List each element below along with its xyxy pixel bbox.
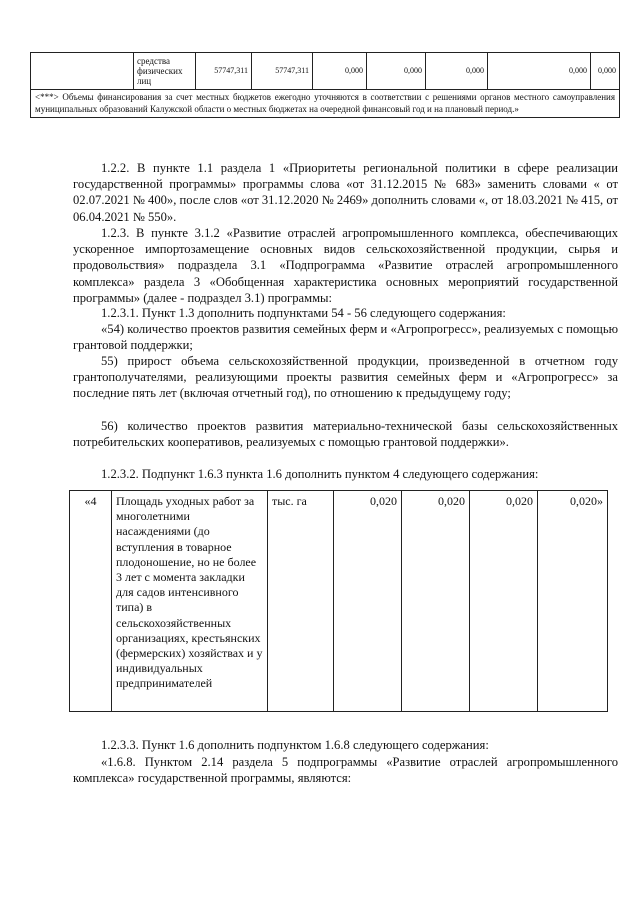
value-cell: 0,000 (591, 53, 620, 90)
value-cell: 0,020 (470, 491, 538, 712)
value-cell: 57747,311 (252, 53, 313, 90)
footnote: <***> Объемы финансирования за счет местных бюджетов ежегодно уточняются в соответствии с решениями органов местного самоуправления муниципальных образований Калужской области о местных бюджетах на очередной финансовый год и на плановый период.» (31, 90, 620, 118)
funding-source-label: средства физических лиц (134, 53, 196, 90)
value-cell: 0,020» (538, 491, 608, 712)
item-56: 56) количество проектов развития материально-технической базы сельскохозяйственных потребительских кооперативов, реализуемых с помощью грантовой поддержки». (73, 419, 618, 450)
indicator-description: Площадь уходных работ за многолетними насаждениями (до вступления в товарное плодоношение, но не более 3 лет с момента закладки для садов интенсивного типа) в сельскохозяйственных организациях, крестьянских (фермерских) хозяйствах и у индивидуальных предпринимателей (112, 491, 268, 712)
value-cell: 0,000 (488, 53, 591, 90)
paragraph-1-2-3-1: 1.2.3.1. Пункт 1.3 дополнить подпунктами 54 - 56 следующего содержания: (101, 306, 506, 320)
item-54: «54) количество проектов развития семейных ферм и «Агропрогресс», реализуемых с помощью грантовой поддержки; (73, 322, 618, 353)
value-cell: 57747,311 (196, 53, 252, 90)
value-cell: 0,020 (402, 491, 470, 712)
unit-cell: тыс. га (268, 491, 334, 712)
indicator-table (69, 490, 608, 712)
paragraph-1-2-3: 1.2.3. В пункте 3.1.2 «Развитие отраслей агропромышленного комплекса, обеспечивающих ускоренное импортозамещение основных видов сельскохозяйственной продукции, сырья и продовольствия» подраздела 3.1 «Подпрограмма «Развитие отраслей агропромышленного комплекса» раздела 3 «Обобщенная характеристика основных мероприятий государственной программы» (далее - подраздел 3.1) программы: (73, 226, 618, 305)
paragraph-1-2-3-2: 1.2.3.2. Подпункт 1.6.3 пункта 1.6 дополнить пунктом 4 следующего содержания: (101, 467, 539, 481)
value-cell: 0,000 (426, 53, 488, 90)
item-55: 55) прирост объема сельскохозяйственной продукции, произведенной в отчетном году грантополучателями, реализующими проекты развития семейных ферм и «Агропрогресс» за последние пять лет (включая отчетный год), по отношению к предыдущему году; (73, 354, 618, 401)
paragraph-1-6-8: «1.6.8. Пунктом 2.14 раздела 5 подпрограммы «Развитие отраслей агропромышленного комплекса» государственной программы, являются: (73, 755, 618, 786)
funding-table-fragment (30, 52, 620, 118)
empty-cell (31, 53, 134, 90)
paragraph-1-2-3-3: 1.2.3.3. Пункт 1.6 дополнить подпунктом 1.6.8 следующего содержания: (101, 738, 489, 752)
row-number: «4 (70, 491, 112, 712)
value-cell: 0,000 (367, 53, 426, 90)
value-cell: 0,000 (313, 53, 367, 90)
value-cell: 0,020 (334, 491, 402, 712)
table-row (31, 90, 620, 118)
table-row (70, 491, 608, 712)
table-row (31, 53, 620, 90)
paragraph-1-2-2: 1.2.2. В пункте 1.1 раздела 1 «Приоритеты региональной политики в сфере реализации государственной программы» программы слова «от 31.12.2015 № 683» заменить словами « от 02.07.2021 № 400», после слов «от 31.12.2020 № 2469» дополнить словами «, от 18.03.2021 № 415, от 06.04.2021 № 550». (73, 161, 618, 224)
